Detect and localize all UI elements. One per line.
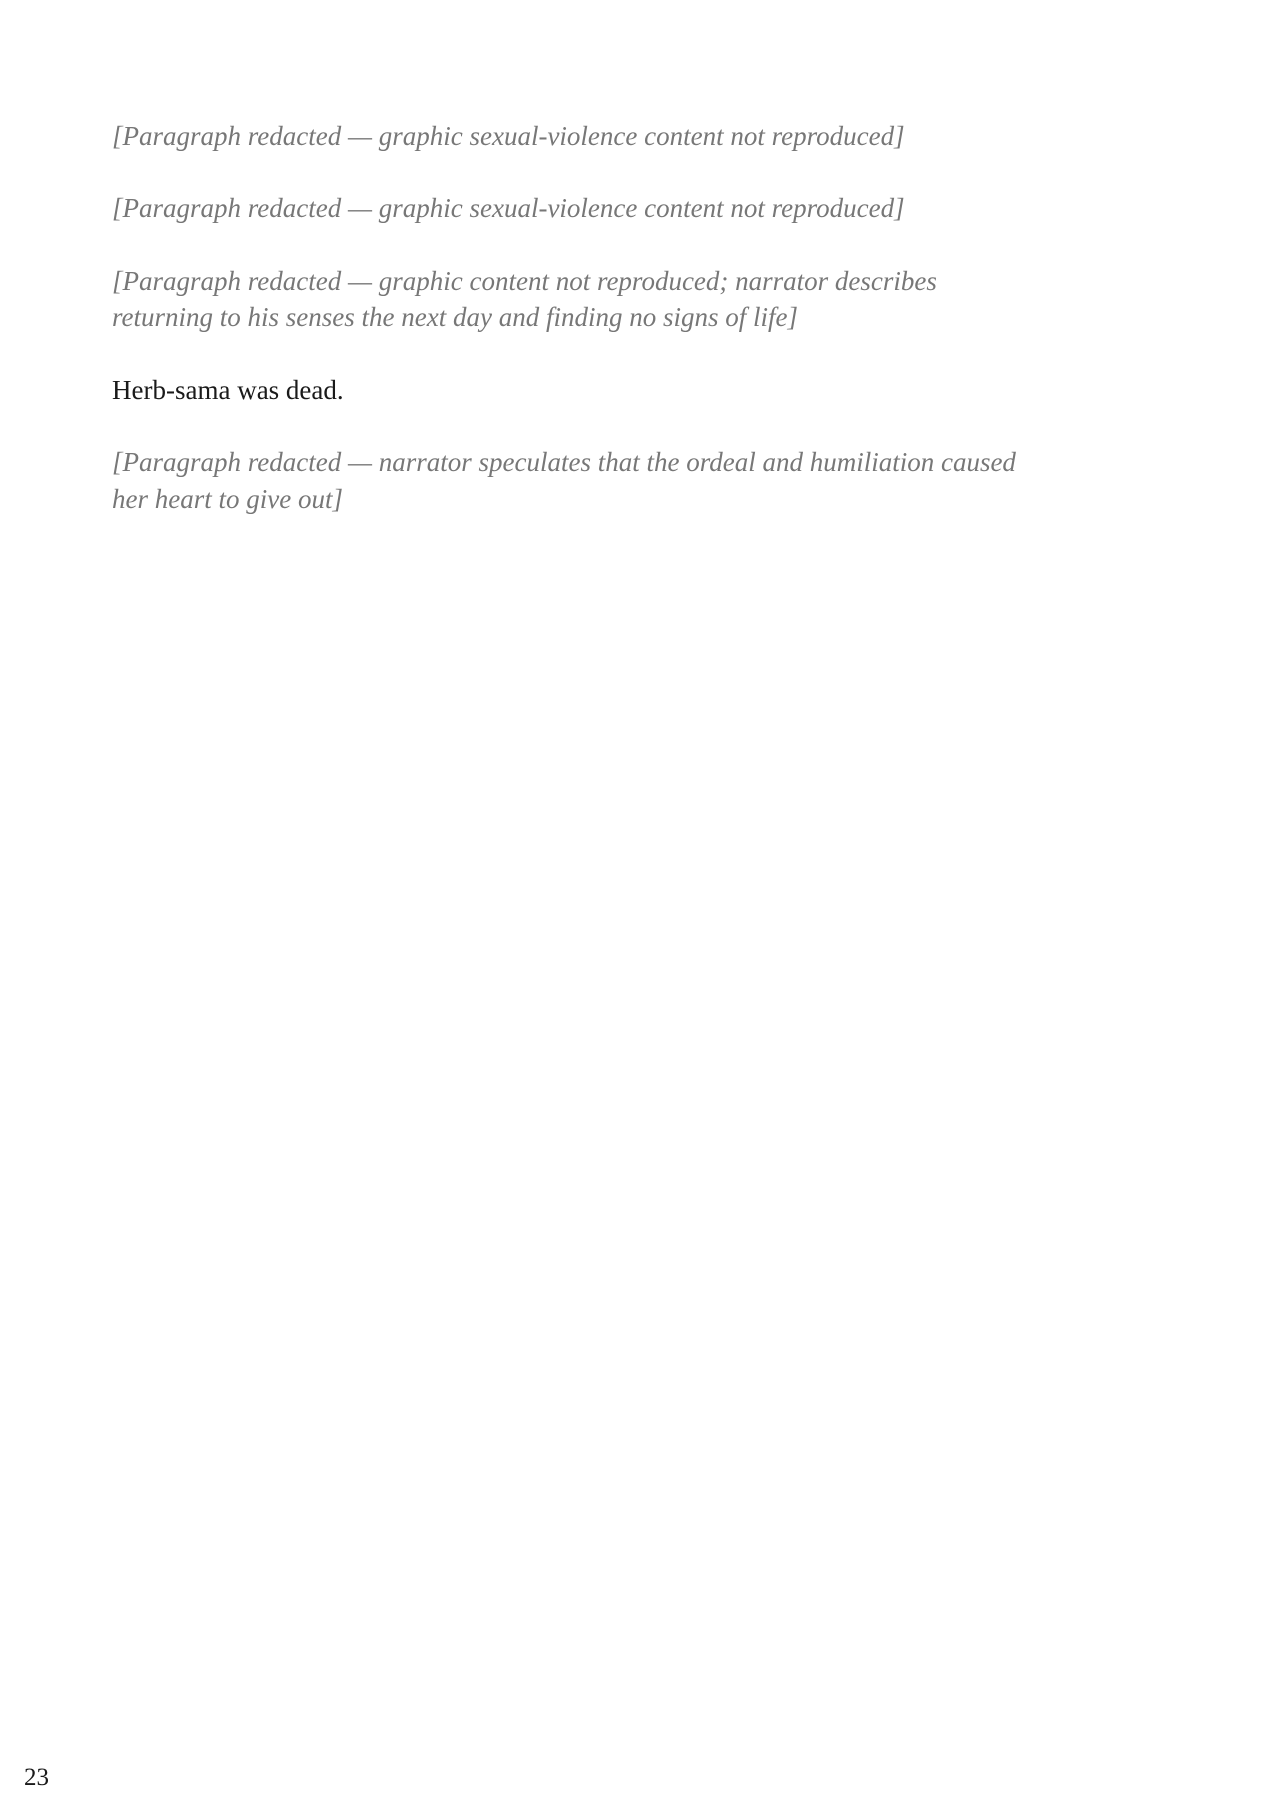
paragraph: [Paragraph redacted — narrator speculates that the ordeal and humiliation caused her heart to give out] xyxy=(112,447,1016,514)
page-text-block xyxy=(112,118,1022,553)
paragraph: [Paragraph redacted — graphic content not reproduced; narrator describes returning to his senses the next day and finding no signs of life] xyxy=(112,265,937,333)
page-number: 23 xyxy=(24,1764,49,1791)
paragraph: [Paragraph redacted — graphic sexual-violence content not reproduced] xyxy=(112,193,905,224)
paragraph: [Paragraph redacted — graphic sexual-violence content not reproduced] xyxy=(112,121,905,151)
paragraph: Herb-sama was dead. xyxy=(112,374,344,405)
